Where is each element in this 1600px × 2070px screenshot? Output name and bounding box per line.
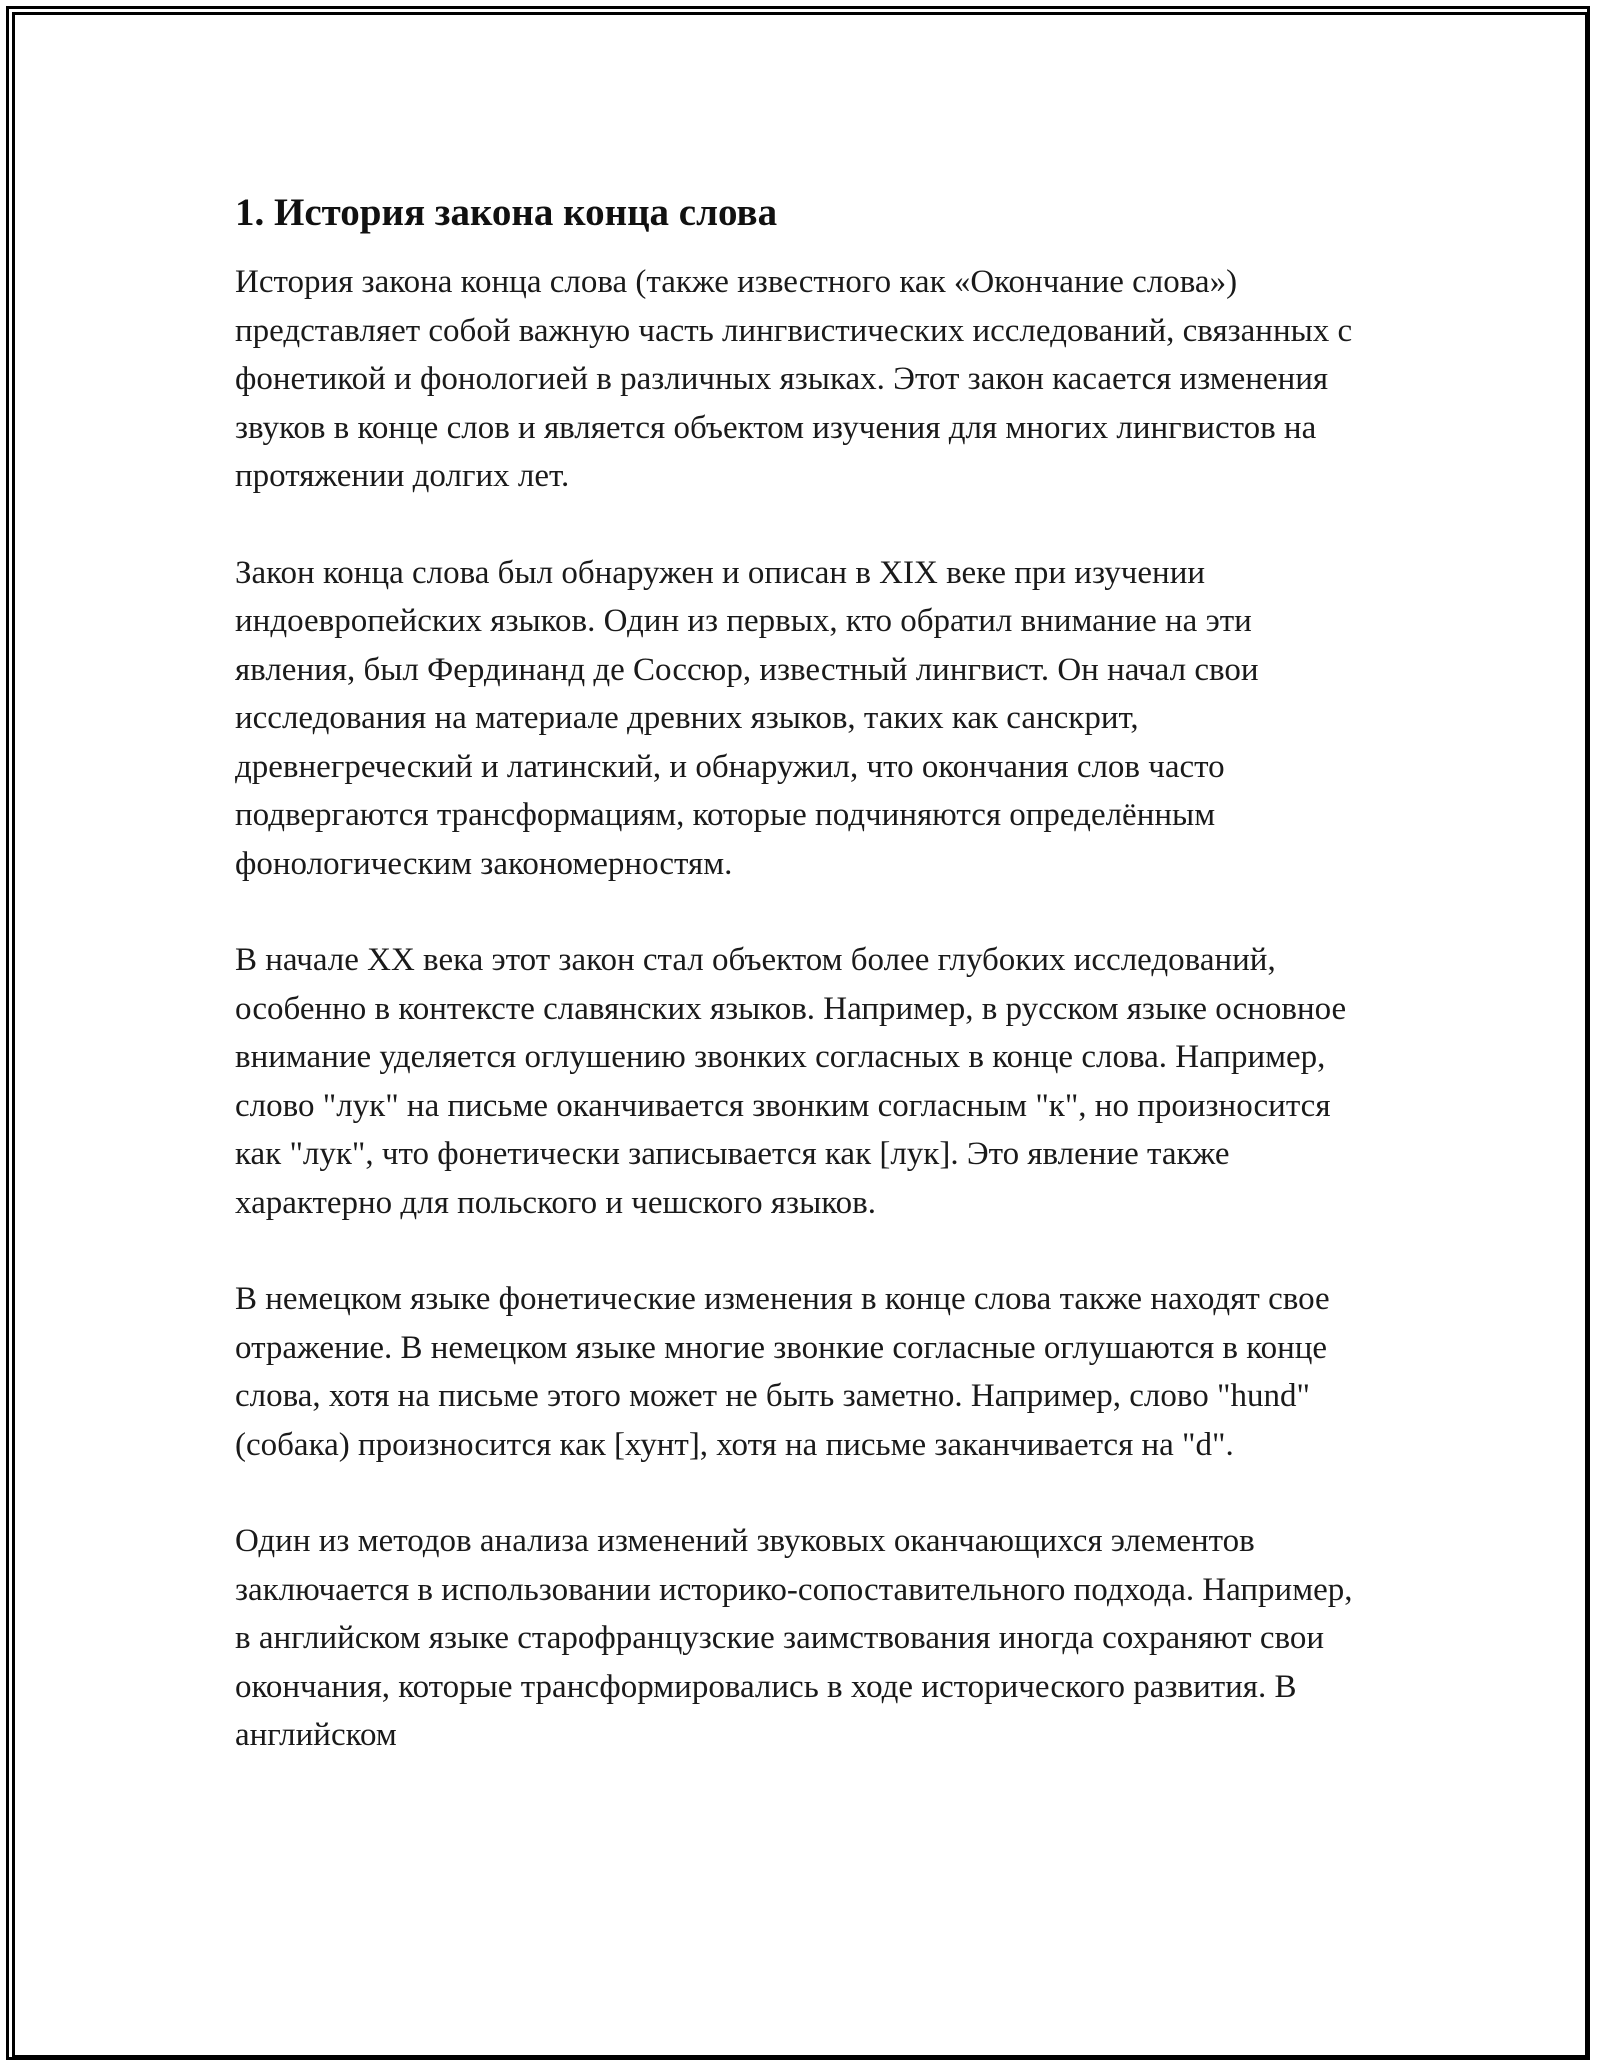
paragraph-5: Один из методов анализа изменений звуковых оканчающихся элементов заключается в использовании историко-сопоставительного подхода. Например, в английском языке старофранцузские заимствования иногда сохраняют свои окончания, которые трансформировались в ходе исторического развития. В английском bbox=[235, 1523, 1353, 1753]
paragraph-4: В немецком языке фонетические изменения в конце слова также находят свое отражение. В немецком языке многие звонкие согласные оглушаются в конце слова, хотя на письме этого может не быть заметно. Например, слово "hund" (собака) произносится как [хунт], хотя на письме заканчивается на "d". bbox=[235, 1281, 1330, 1463]
paragraph-1: История закона конца слова (также известного как «Окончание слова») представляет собой важную часть лингвистических исследований, связанных с фонетикой и фонологией в различных языках. Этот закон касается изменения звуков в конце слов и является объектом изучения для многих лингвистов на протяжении долгих лет. bbox=[235, 264, 1353, 494]
section-heading: 1. История закона конца слова bbox=[235, 191, 778, 234]
paragraph-3: В начале XX века этот закон стал объектом более глубоких исследований, особенно в контексте славянских языков. Например, в русском языке основное внимание уделяется оглушению звонких согласных в конце слова. Например, слово "лук" на письме оканчивается звонким согласным "к", но произносится как "лук", что фонетически записывается как [лук]. Это явление также характерно для польского и чешского языков. bbox=[235, 942, 1347, 1221]
paragraph-2: Закон конца слова был обнаружен и описан в XIX веке при изучении индоевропейских языков. Один из первых, кто обратил внимание на эти явления, был Фердинанд де Соссюр, известный лингвист. Он начал свои исследования на материале древних языков, таких как санскрит, древнегреческий и латинский, и обнаружил, что окончания слов часто подвергаются трансформациям, которые подчиняются определённым фонологическим закономерностям. bbox=[235, 554, 1259, 882]
document-body bbox=[235, 188, 1375, 1808]
